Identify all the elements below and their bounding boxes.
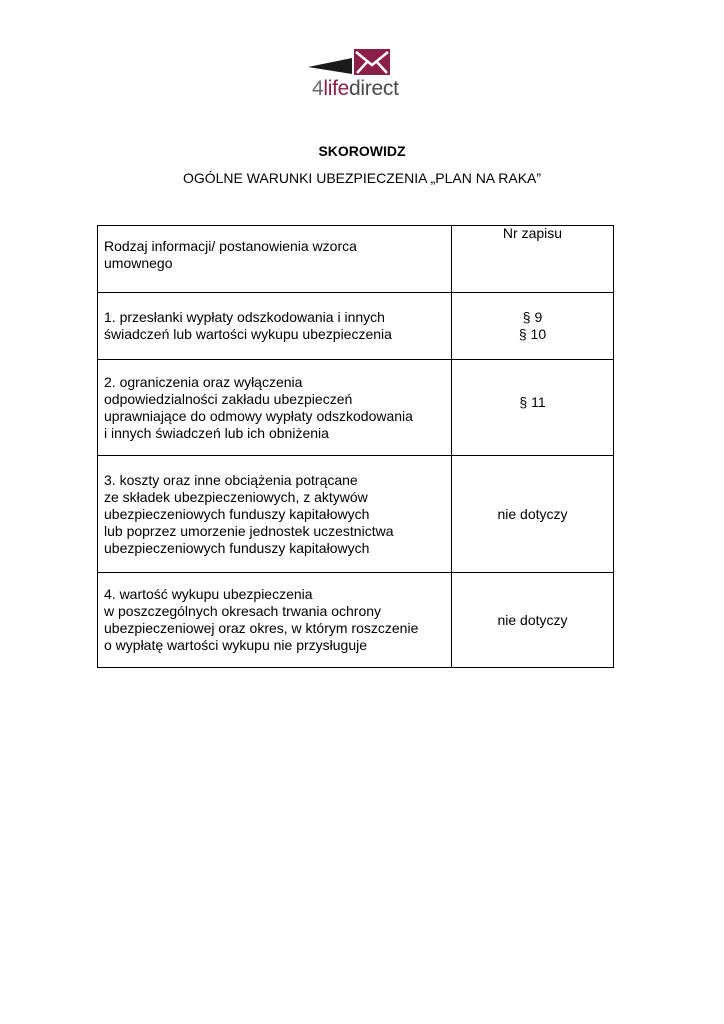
info-line: 1. przesłanki wypłaty odszkodowania i innych [104,309,385,325]
header-info-line: Rodzaj informacji/ postanowienia wzorca [104,238,357,254]
header-info-line: umownego [104,255,173,271]
info-line: 4. wartość wykupu ubezpieczenia [104,586,313,602]
logo-text-life: life [323,77,350,100]
table-row [98,456,614,573]
info-line: świadczeń lub wartości wykupu ubezpieczenia [104,326,392,342]
table-header-row [98,226,614,293]
info-line: ubezpieczeniowych funduszy kapitałowych [104,505,370,522]
header-info-cell [98,226,452,293]
logo-envelope-icon [308,44,398,80]
logo-text-4: 4 [312,77,324,100]
info-line: ubezpieczeniowej oraz okres, w którym roszczenie [104,620,419,636]
document-subtitle: OGÓLNE WARUNKI UBEZPIECZENIA „PLAN NA RAKA” [182,170,542,186]
nr-line: § 10 [518,326,547,342]
header-nr-label: Nr zapisu [502,225,563,241]
nr-cell [452,360,614,456]
nr-line: § 9 [522,309,543,325]
info-line: ze składek ubezpieczeniowych, z aktywów [104,488,368,505]
info-line: 3. koszty oraz inne obciążenia potrącane [104,471,358,488]
nr-cell [452,293,614,360]
info-cell [98,456,452,573]
table-row [98,293,614,360]
logo-wordmark [312,78,399,99]
info-line: lub poprzez umorzenie jednostek uczestnictwa [104,522,394,539]
info-line: uprawniające do odmowy wypłaty odszkodowania [104,407,413,424]
company-logo [308,44,418,104]
nr-line: nie dotyczy [497,611,568,628]
info-line: o wypłatę wartości wykupu nie przysługuje [104,637,368,653]
info-line: odpowiedzialności zakładu ubezpieczeń [104,390,353,407]
logo-text-direct: direct [349,77,399,100]
nr-line: § 11 [519,394,546,410]
nr-line: nie dotyczy [497,505,568,522]
info-cell [98,573,452,668]
index-table [97,225,614,668]
table-row [98,573,614,668]
header-nr-cell [452,226,614,293]
nr-cell [452,573,614,668]
info-cell [98,293,452,360]
info-line: w poszczególnych okresach trwania ochrony [104,603,382,619]
info-line: ubezpieczeniowych funduszy kapitałowych [104,539,370,556]
info-cell [98,360,452,456]
info-line: i innych świadczeń lub ich obniżenia [104,424,329,441]
nr-cell [452,456,614,573]
table-row [98,360,614,456]
document-title: SKOROWIDZ [318,143,406,159]
info-line: 2. ograniczenia oraz wyłączenia [104,373,303,390]
